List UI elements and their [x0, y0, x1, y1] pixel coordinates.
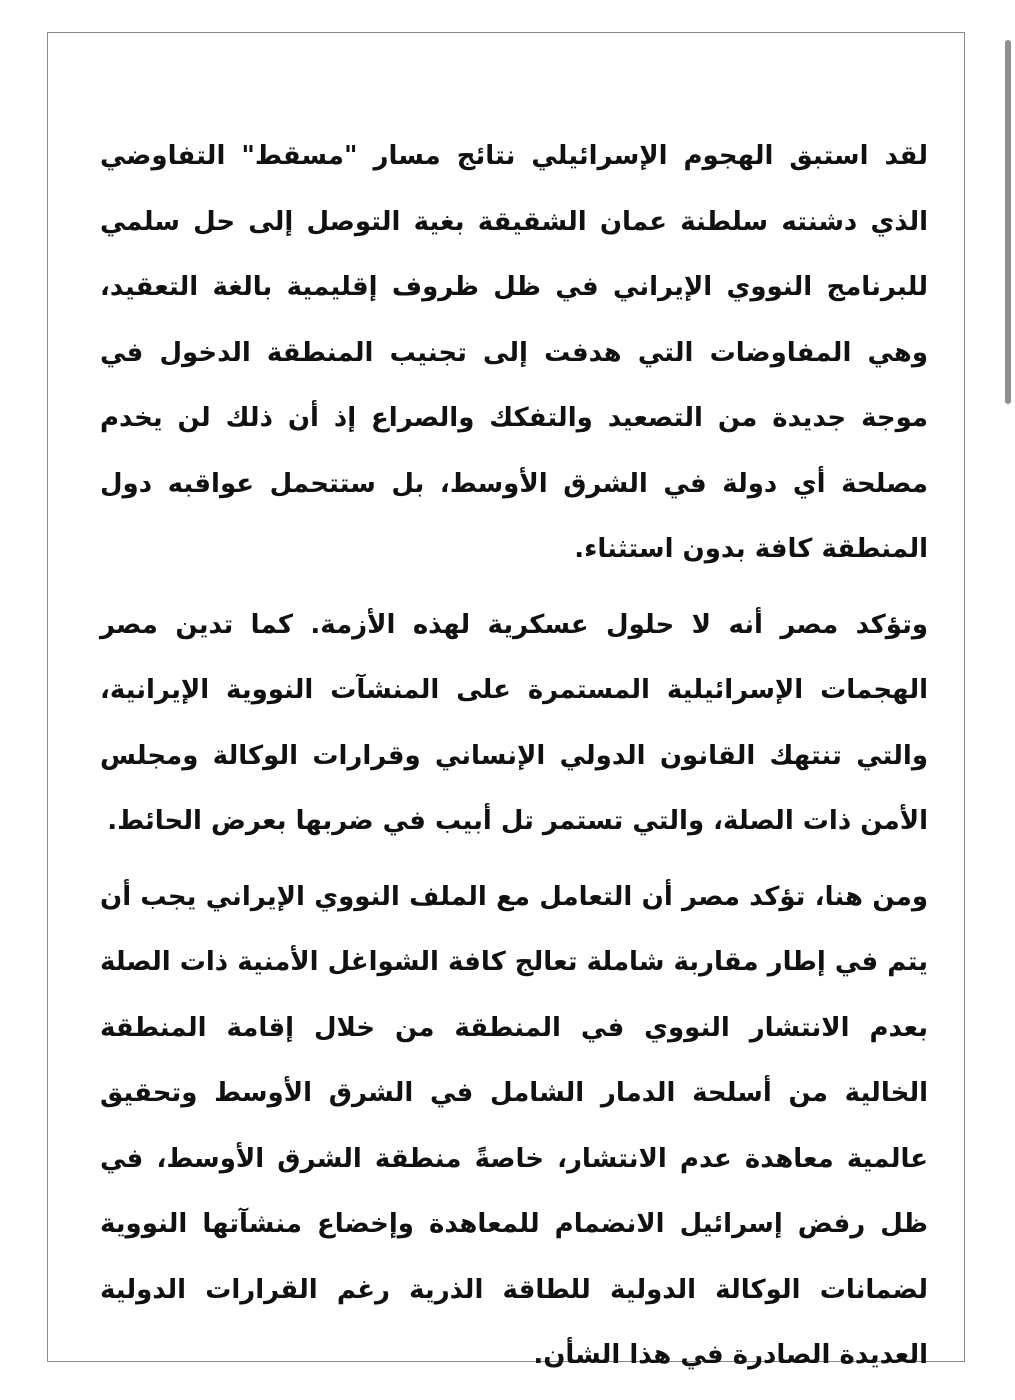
document-body — [100, 124, 928, 1399]
paragraph-1: لقد استبق الهجوم الإسرائيلي نتائج مسار "مسقط" التفاوضي الذي دشنته سلطنة عمان الشقيقة بغية التوصل إلى حل سلمي للبرنامج النووي الإيراني في ظل ظروف إقليمية بالغة التعقيد، وهي المفاوضات التي هدفت إلى تجنيب المنطقة الدخول في موجة جديدة من التصعيد والتفكك والصراع إذ أن ذلك لن يخدم مصلحة أي دولة في الشرق الأوسط، بل ستتحمل عواقبه دول المنطقة كافة بدون استثناء. — [100, 141, 928, 564]
scrollbar-thumb[interactable] — [1005, 40, 1011, 404]
vertical-scrollbar[interactable] — [1003, 0, 1013, 1400]
paragraph-3: ومن هنا، تؤكد مصر أن التعامل مع الملف النووي الإيراني يجب أن يتم في إطار مقاربة شاملة تعالج كافة الشواغل الأمنية ذات الصلة بعدم الانتشار النووي في المنطقة من خلال إقامة المنطقة الخالية من أسلحة الدمار الشامل في الشرق الأوسط وتحقيق عالمية معاهدة عدم الانتشار، خاصةً منطقة الشرق الأوسط، في ظل رفض إسرائيل الانضمام للمعاهدة وإخضاع منشآتها النووية لضمانات الوكالة الدولية للطاقة الذرية رغم القرارات الدولية العديدة الصادرة في هذا الشأن. — [100, 881, 928, 1370]
paragraph-2: وتؤكد مصر أنه لا حلول عسكرية لهذه الأزمة. كما تدين مصر الهجمات الإسرائيلية المستمرة على المنشآت النووية الإيرانية، والتي تنتهك القانون الدولي الإنساني وقرارات الوكالة ومجلس الأمن ذات الصلة، والتي تستمر تل أبيب في ضربها بعرض الحائط. — [100, 609, 928, 836]
